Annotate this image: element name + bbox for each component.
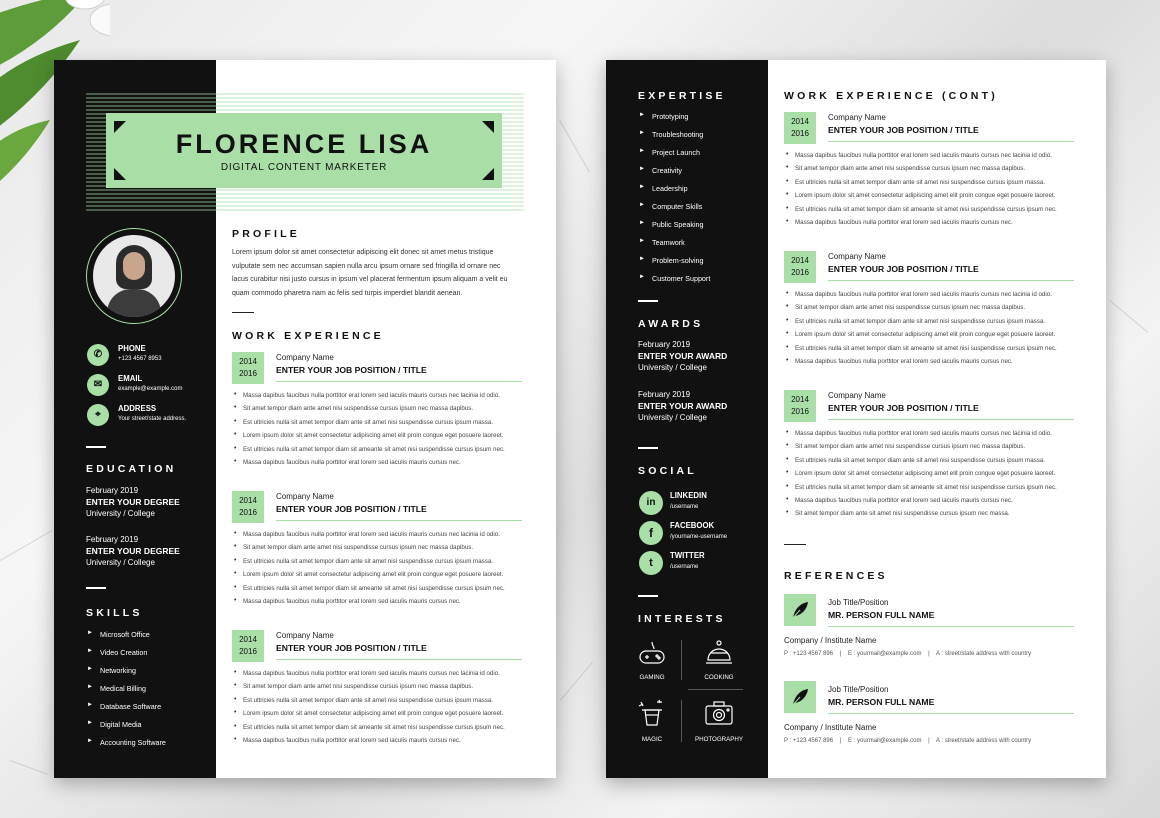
job-company: Company Name — [276, 631, 334, 640]
reference-phone: P : +123 4567 896 — [784, 651, 834, 657]
linkedin-icon[interactable]: in — [639, 491, 663, 515]
job-bullet: • Massa dapibus faucibus nulla porttitor erat lorem sed iaculis mauris cursus nec lacinia id odio. — [234, 670, 505, 677]
job-underline — [276, 659, 522, 660]
expertise-list — [639, 112, 710, 292]
location-pin-icon: ⌖ — [87, 404, 109, 426]
linkedin-label[interactable]: LINKEDIN — [670, 491, 707, 500]
job-bullet: • Massa dapibus faucibus nulla porttitor erat lorem sed iaculis mauris cursus nec lacinia id odio. — [786, 430, 1057, 437]
sidebar-divider — [638, 300, 658, 302]
facebook-handle[interactable]: /yourname-username — [670, 534, 728, 540]
award-item — [638, 340, 727, 372]
education-school: University / College — [86, 558, 155, 567]
profile-text — [232, 246, 507, 300]
expertise-item: ► Prototyping — [639, 112, 710, 130]
facebook-label[interactable]: FACEBOOK — [670, 521, 715, 530]
award-school: University / College — [638, 363, 707, 372]
education-item — [86, 486, 180, 518]
candidate-role: DIGITAL CONTENT MARKETER — [220, 162, 388, 173]
job-underline — [828, 141, 1074, 142]
job-bullets — [786, 152, 1057, 232]
phone-value: +123 4567 8953 — [118, 356, 162, 362]
job-bullet: • Sit amet tempor diam ante sit amet nisi suspendisse cursus ipsum nec massa. — [786, 510, 1057, 517]
facebook-icon[interactable]: f — [639, 521, 663, 545]
award-name: ENTER YOUR AWARD — [638, 351, 728, 361]
interests-grid — [632, 636, 750, 748]
job-bullet: • Est ultricies nulla sit amet tempor diam ante sit amet nisi suspendisse cursus ipsum massa. — [234, 558, 505, 565]
references-title: REFERENCES — [784, 570, 888, 582]
address-label: ADDRESS — [118, 404, 157, 413]
skills-title: SKILLS — [86, 607, 143, 619]
award-date: February 2019 — [638, 340, 691, 349]
sidebar-divider — [86, 446, 106, 448]
linkedin-handle[interactable]: /username — [670, 504, 699, 510]
profile-line: Lorem ipsum dolor sit amet consectetur adipiscing elit donec sit amet metus tristique — [232, 249, 494, 256]
award-date: February 2019 — [638, 390, 691, 399]
job-years: 2014 2016 — [232, 352, 264, 384]
address-value: Your street/state address. — [118, 416, 187, 422]
name-banner — [106, 113, 502, 188]
job-years: 2014 2016 — [784, 112, 816, 144]
job-years: 2014 2016 — [232, 630, 264, 662]
job-underline — [828, 419, 1074, 420]
job-bullet: • Lorem ipsum dolor sit amet consectetur adipiscing amet elit proin congue eget posuere laoreet. — [234, 432, 505, 439]
award-name: ENTER YOUR AWARD — [638, 401, 728, 411]
candidate-name: FLORENCE LISA — [175, 129, 433, 159]
job-position: ENTER YOUR JOB POSITION / TITLE — [276, 504, 427, 514]
gamepad-icon — [638, 640, 666, 668]
expertise-item: ► Problem-solving — [639, 256, 710, 274]
job-years: 2014 2016 — [232, 491, 264, 523]
job-years: 2014 2016 — [784, 390, 816, 422]
interests-title: INTERESTS — [638, 613, 726, 625]
job-company: Company Name — [828, 113, 886, 122]
work-experience-title: WORK EXPERIENCE — [232, 330, 384, 342]
profile-line: vulputate sem nec accumsan sapien nulla arcu ipsum ornare sed fringilla id ornare nec — [232, 262, 501, 270]
interest-label: GAMING — [639, 674, 665, 681]
reference-entry — [784, 594, 1084, 664]
section-divider — [232, 312, 254, 313]
reference-position: Job Title/Position — [828, 598, 889, 607]
job-bullet: • Massa dapibus faucibus nulla porttitor erat lorem sed iaculis mauris cursus nec lacinia id odio. — [234, 531, 505, 538]
skill-item: ► Digital Media — [87, 720, 166, 738]
job-entry — [784, 251, 1084, 371]
reference-company: Company / Institute Name — [784, 723, 877, 732]
expertise-item: ► Project Launch — [639, 148, 710, 166]
profile-photo — [86, 228, 182, 324]
expertise-title: EXPERTISE — [638, 90, 726, 102]
profile-line: lacus curabitur nisi justo cursus in ipsum vel placerat fermentum ipsum aliquam a velit eu — [232, 276, 508, 283]
reference-entry — [784, 681, 1084, 751]
email-value: example@example.com — [118, 386, 183, 392]
job-bullet: • Est ultricies nulla sit amet tempor diam ante sit amet nisi suspendisse cursus ipsum massa. — [234, 697, 505, 704]
job-bullet: • Est ultricies nulla sit amet tempor diam ante sit amet nisi suspendisse cursus ipsum massa. — [786, 318, 1057, 325]
reference-address: A : street/state address with country — [936, 651, 1032, 657]
interest-label: PHOTOGRAPHY — [694, 736, 744, 743]
email-label: EMAIL — [118, 374, 143, 383]
job-bullet: • Massa dapibus faucibus nulla porttitor erat lorem sed iaculis mauris cursus nec. — [786, 358, 1057, 365]
job-position: ENTER YOUR JOB POSITION / TITLE — [828, 125, 979, 135]
education-date: February 2019 — [86, 535, 139, 544]
job-company: Company Name — [276, 492, 334, 501]
job-entry — [784, 112, 1084, 232]
award-school: University / College — [638, 413, 707, 422]
reference-contact: P : +123 4567 896 | E : yourmail@example.com | A : street/state address with country — [784, 738, 1032, 744]
job-bullet: • Massa dapibus faucibus nulla porttitor erat lorem sed iaculis mauris cursus nec. — [234, 737, 505, 744]
job-entry — [232, 352, 532, 472]
education-item — [86, 535, 180, 567]
profile-title: PROFILE — [232, 228, 300, 240]
job-bullet: • Massa dapibus faucibus nulla porttitor erat lorem sed iaculis mauris cursus nec. — [786, 219, 1057, 226]
reference-company: Company / Institute Name — [784, 636, 877, 645]
job-bullet: • Massa dapibus faucibus nulla porttitor erat lorem sed iaculis mauris cursus nec. — [786, 497, 1057, 504]
cloche-icon — [704, 638, 734, 668]
job-bullet: • Sit amet tempor diam ante amet nisi suspendisse cursus ipsum nec massa dapibus. — [234, 405, 505, 412]
feather-pen-icon — [784, 594, 816, 626]
job-bullet: • Sit amet tempor diam ante amet nisi suspendisse cursus ipsum nec massa dapibus. — [786, 165, 1057, 172]
job-bullet: • Est ultricies nulla sit amet tempor diam ante sit amet nisi suspendisse cursus ipsum massa. — [786, 179, 1057, 186]
job-underline — [276, 520, 522, 521]
job-bullet: • Massa dapibus faucibus nulla porttitor erat lorem sed iaculis mauris cursus nec. — [234, 598, 505, 605]
job-bullet: • Sit amet tempor diam ante amet nisi suspendisse cursus ipsum nec massa dapibus. — [234, 544, 505, 551]
job-company: Company Name — [276, 353, 334, 362]
job-bullet: • Lorem ipsum dolor sit amet consectetur adipiscing amet elit proin congue eget posuere laoreet. — [234, 710, 505, 717]
job-underline — [276, 381, 522, 382]
expertise-item: ► Public Speaking — [639, 220, 710, 238]
expertise-item: ► Computer Skills — [639, 202, 710, 220]
job-entry — [784, 390, 1084, 530]
job-bullet: • Est ultricies nulla sit amet tempor diam sit ameante sit amet nisi suspendisse cursus ipsum nec. — [786, 206, 1057, 213]
award-item — [638, 390, 727, 422]
job-bullets — [786, 291, 1057, 371]
section-divider — [784, 544, 806, 545]
reference-email[interactable]: E : yourmail@example.com — [848, 738, 922, 744]
feather-pen-icon — [784, 681, 816, 713]
job-bullets — [786, 430, 1057, 524]
expertise-item: ► Teamwork — [639, 238, 710, 256]
social-title: SOCIAL — [638, 465, 697, 477]
job-bullet: • Massa dapibus faucibus nulla porttitor erat lorem sed iaculis mauris cursus nec lacinia id odio. — [786, 291, 1057, 298]
skill-item: ► Medical Billing — [87, 684, 166, 702]
email-icon: ✉ — [87, 374, 109, 396]
skill-item: ► Video Creation — [87, 648, 166, 666]
profile-line: quam commodo pharetra nam ac felis sed turpis imperdiet blandit aenean. — [232, 289, 463, 297]
job-company: Company Name — [828, 252, 886, 261]
job-years: 2014 2016 — [784, 251, 816, 283]
magic-hat-icon — [638, 698, 666, 728]
twitter-handle[interactable]: /username — [670, 564, 699, 570]
job-bullet: • Massa dapibus faucibus nulla porttitor erat lorem sed iaculis mauris cursus nec lacinia id odio. — [786, 152, 1057, 159]
skill-item: ► Database Software — [87, 702, 166, 720]
reference-position: Job Title/Position — [828, 685, 889, 694]
reference-contact: P : +123 4567 896 | E : yourmail@example.com | A : street/state address with country — [784, 651, 1032, 657]
job-bullet: • Est ultricies nulla sit amet tempor diam ante sit amet nisi suspendisse cursus ipsum massa. — [234, 419, 505, 426]
camera-icon — [704, 700, 734, 726]
awards-title: AWARDS — [638, 318, 704, 330]
education-degree: ENTER YOUR DEGREE — [86, 546, 180, 556]
job-bullet: • Massa dapibus faucibus nulla porttitor erat lorem sed iaculis mauris cursus nec lacinia id odio. — [234, 392, 505, 399]
phone-label: PHONE — [118, 344, 146, 353]
skills-list — [87, 630, 166, 756]
education-school: University / College — [86, 509, 155, 518]
job-bullet: • Est ultricies nulla sit amet tempor diam ante sit amet nisi suspendisse cursus ipsum massa. — [786, 457, 1057, 464]
job-bullet: • Sit amet tempor diam ante amet nisi suspendisse cursus ipsum nec massa dapibus. — [786, 304, 1057, 311]
job-bullet: • Est ultricies nulla sit amet tempor diam sit ameante sit amet nisi suspendisse cursus ipsum nec. — [786, 345, 1057, 352]
job-company: Company Name — [828, 391, 886, 400]
reference-phone: P : +123 4567 896 — [784, 738, 834, 744]
job-bullet: • Lorem ipsum dolor sit amet consectetur adipiscing amet elit proin congue eget posuere laoreet. — [786, 192, 1057, 199]
interest-label: MAGIC — [641, 736, 663, 743]
sidebar-divider — [638, 447, 658, 449]
sidebar-divider — [638, 595, 658, 597]
job-bullet: • Massa dapibus faucibus nulla porttitor erat lorem sed iaculis mauris cursus nec. — [234, 459, 505, 466]
job-underline — [828, 280, 1074, 281]
phone-icon: ✆ — [87, 344, 109, 366]
expertise-item: ► Troubleshooting — [639, 130, 710, 148]
job-bullet: • Est ultricies nulla sit amet tempor diam sit ameante sit amet nisi suspendisse cursus ipsum nec. — [234, 724, 505, 731]
job-bullet: • Lorem ipsum dolor sit amet consectetur adipiscing amet elit proin congue eget posuere laoreet. — [786, 470, 1057, 477]
twitter-label[interactable]: TWITTER — [670, 551, 705, 560]
skill-item: ► Accounting Software — [87, 738, 166, 756]
job-position: ENTER YOUR JOB POSITION / TITLE — [828, 264, 979, 274]
job-bullets — [234, 531, 505, 611]
job-entry — [232, 491, 532, 611]
job-bullet: • Est ultricies nulla sit amet tempor diam sit ameante sit amet nisi suspendisse cursus ipsum nec. — [234, 446, 505, 453]
sidebar-divider — [86, 587, 106, 589]
reference-underline — [828, 626, 1074, 627]
job-position: ENTER YOUR JOB POSITION / TITLE — [276, 365, 427, 375]
job-bullet: • Lorem ipsum dolor sit amet consectetur adipiscing amet elit proin congue eget posuere laoreet. — [234, 571, 505, 578]
skill-item: ► Networking — [87, 666, 166, 684]
reference-name: MR. PERSON FULL NAME — [828, 610, 935, 620]
job-position: ENTER YOUR JOB POSITION / TITLE — [828, 403, 979, 413]
reference-name: MR. PERSON FULL NAME — [828, 697, 935, 707]
reference-underline — [828, 713, 1074, 714]
job-bullets — [234, 392, 505, 472]
expertise-item: ► Customer Support — [639, 274, 710, 292]
skill-item: ► Microsoft Office — [87, 630, 166, 648]
job-bullet: • Est ultricies nulla sit amet tempor diam sit ameante sit amet nisi suspendisse cursus ipsum nec. — [234, 585, 505, 592]
job-entry — [232, 630, 532, 750]
reference-email[interactable]: E : yourmail@example.com — [848, 651, 922, 657]
work-experience-cont-title: WORK EXPERIENCE (CONT) — [784, 90, 998, 102]
resume-page-1 — [54, 60, 556, 778]
education-degree: ENTER YOUR DEGREE — [86, 497, 180, 507]
education-date: February 2019 — [86, 486, 139, 495]
resume-page-2 — [606, 60, 1106, 778]
education-title: EDUCATION — [86, 463, 177, 475]
job-position: ENTER YOUR JOB POSITION / TITLE — [276, 643, 427, 653]
expertise-item: ► Leadership — [639, 184, 710, 202]
reference-address: A : street/state address with country — [936, 738, 1032, 744]
job-bullet: • Est ultricies nulla sit amet tempor diam sit ameante sit amet nisi suspendisse cursus ipsum nec. — [786, 484, 1057, 491]
job-bullet: • Lorem ipsum dolor sit amet consectetur adipiscing amet elit proin congue eget posuere laoreet. — [786, 331, 1057, 338]
job-bullet: • Sit amet tempor diam ante amet nisi suspendisse cursus ipsum nec massa dapibus. — [234, 683, 505, 690]
twitter-icon[interactable]: t — [639, 551, 663, 575]
interest-label: COOKING — [704, 674, 734, 681]
job-bullets — [234, 670, 505, 750]
expertise-item: ► Creativity — [639, 166, 710, 184]
job-bullet: • Sit amet tempor diam ante amet nisi suspendisse cursus ipsum nec massa dapibus. — [786, 443, 1057, 450]
